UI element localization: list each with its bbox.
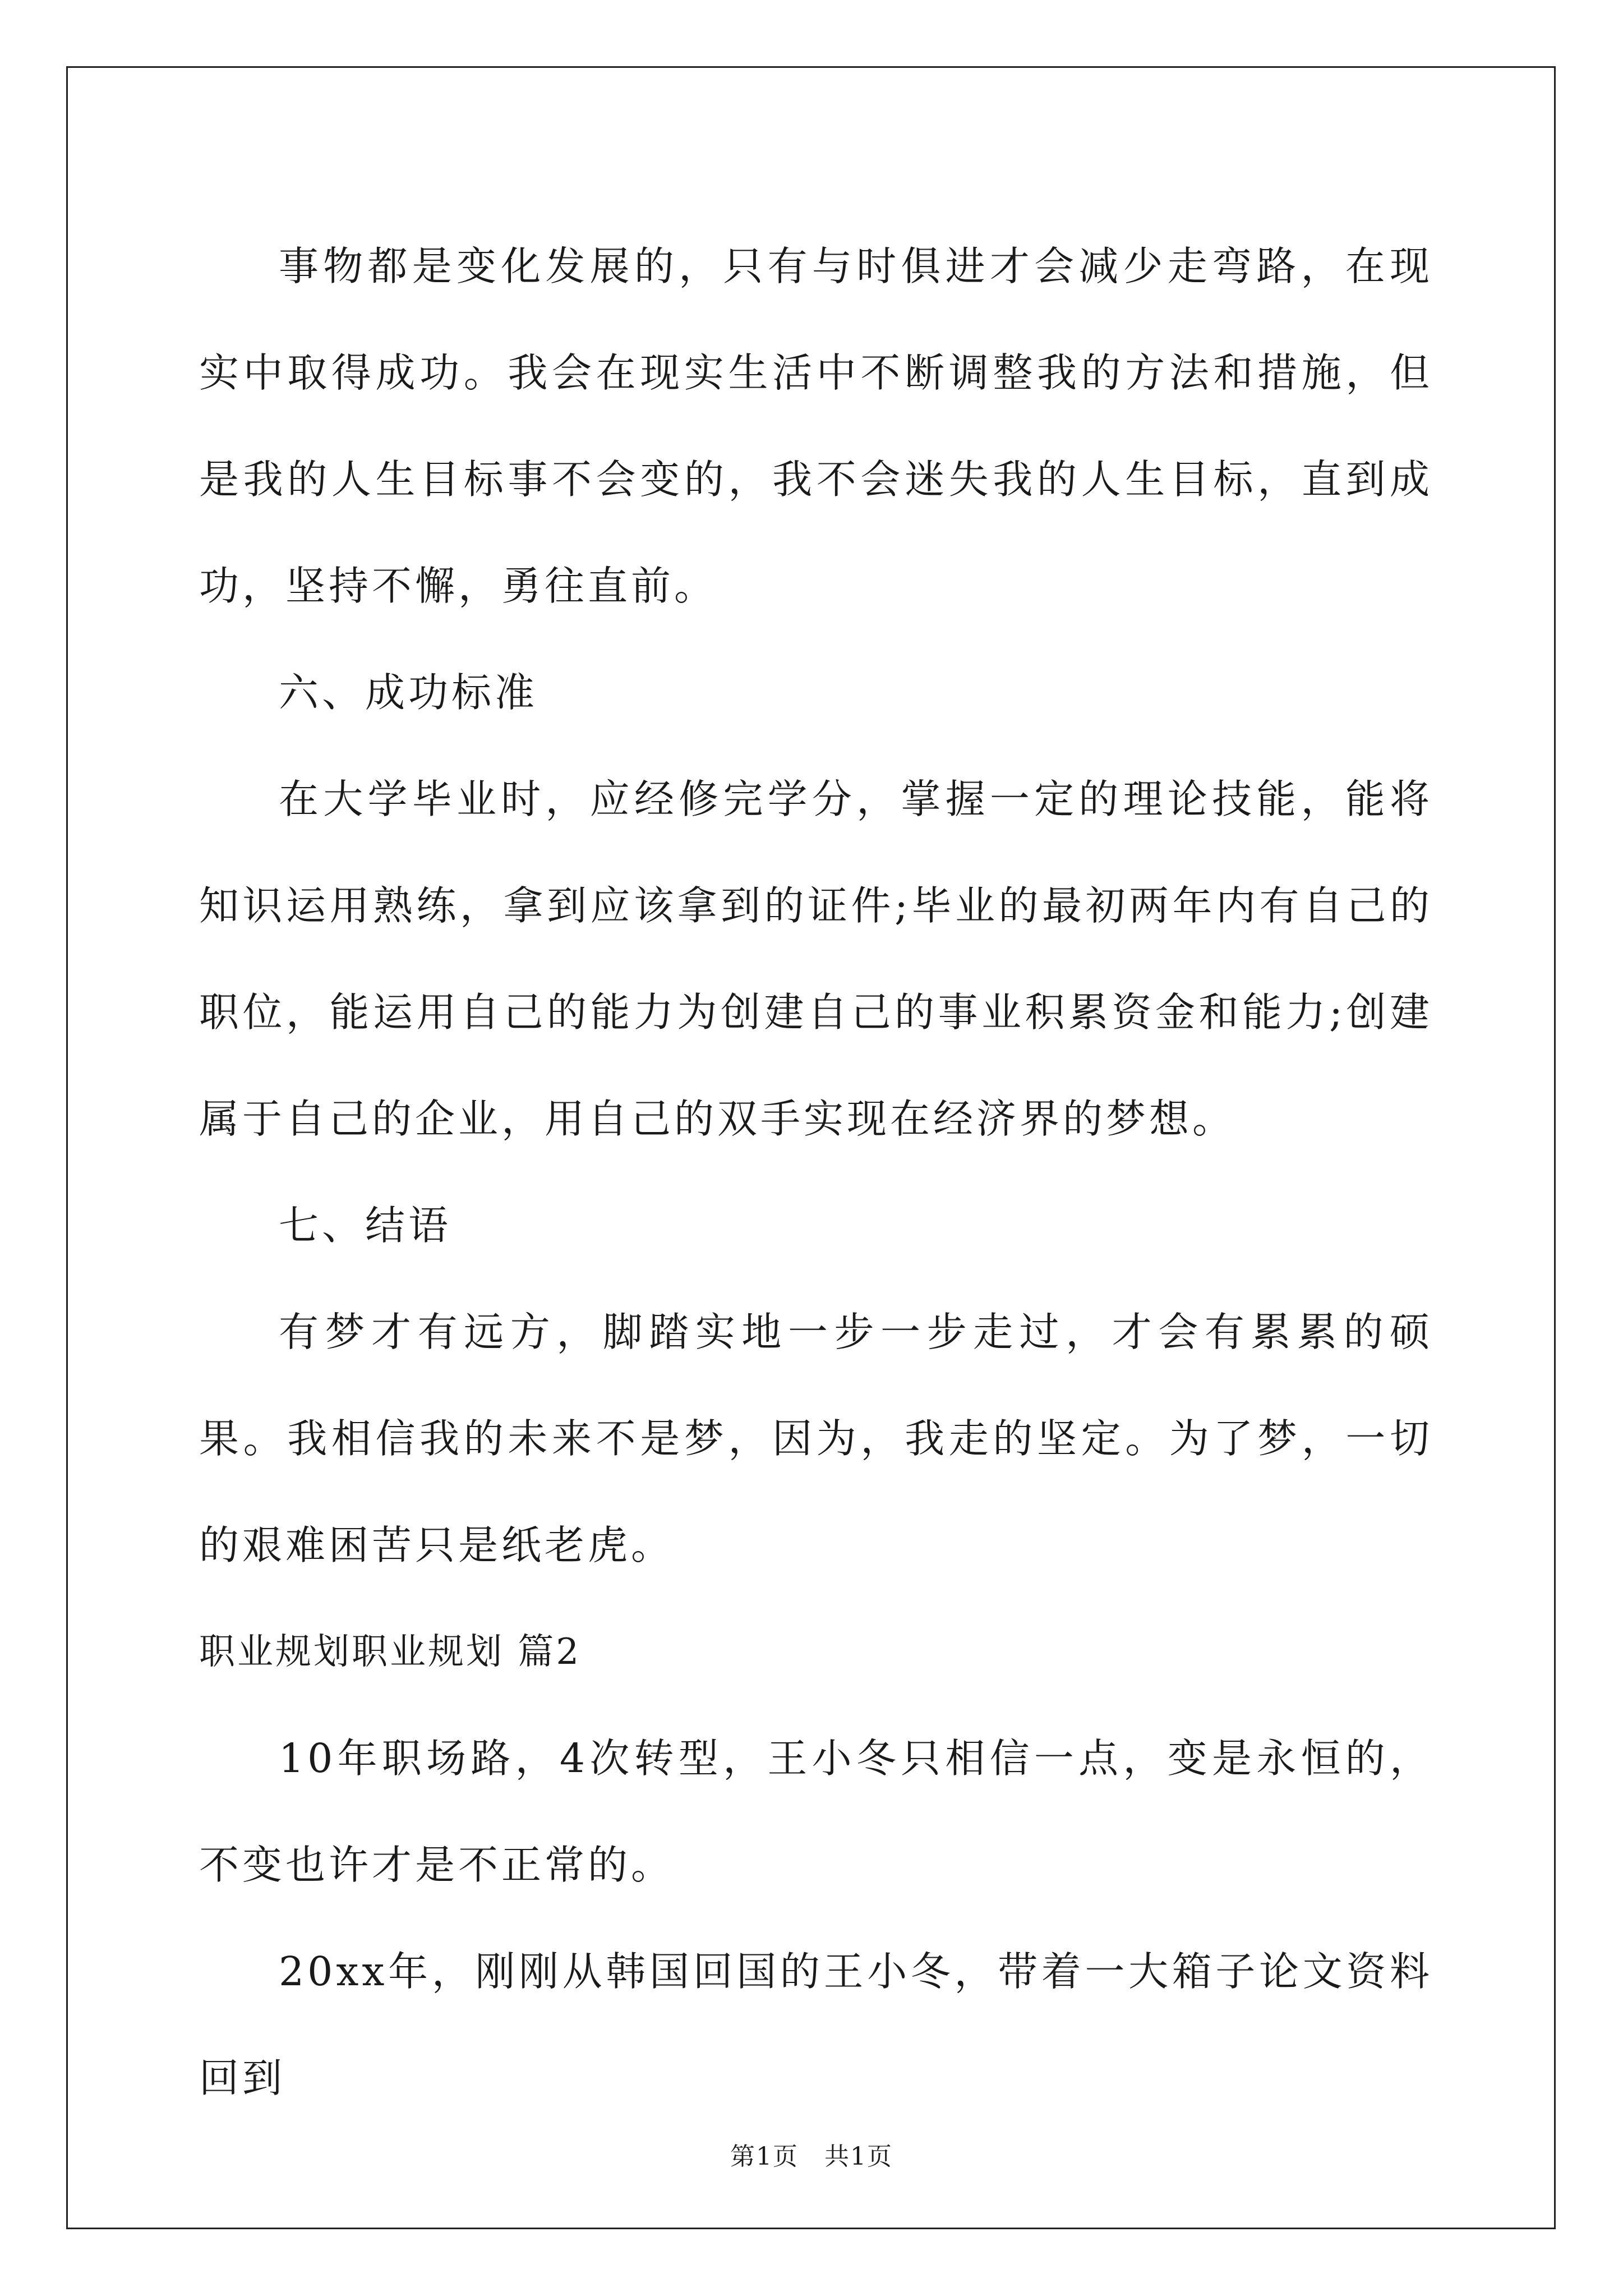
section-heading: 六、成功标准 bbox=[279, 669, 538, 716]
paragraph: 在大学毕业时，应经修完学分，掌握一定的理论技能，能将知识运用熟练，拿到应该拿到的证件;毕业的最初两年内有自己的职位，能运用自己的能力为创建自己的事业积累资金和能力;创建属于自己的企业，用自己的双手实现在经济界的梦想。 bbox=[199, 776, 1433, 1142]
paragraph: 事物都是变化发展的，只有与时俱进才会减少走弯路，在现实中取得成功。我会在现实生活中不断调整我的方法和措施，但是我的人生目标事不会变的，我不会迷失我的人生目标，直到成功，坚持不懈，勇往直前。 bbox=[199, 243, 1433, 609]
paragraph: 有梦才有远方，脚踏实地一步一步走过，才会有累累的硕果。我相信我的未来不是梦，因为，我走的坚定。为了梦，一切的艰难困苦只是纸老虎。 bbox=[199, 1309, 1433, 1568]
document-body bbox=[199, 213, 1433, 2132]
article-title: 职业规划职业规划 篇2 bbox=[199, 1631, 582, 1673]
paragraph: 10年职场路，4次转型，王小冬只相信一点，变是永恒的，不变也许才是不正常的。 bbox=[199, 1735, 1433, 1888]
paragraph: 20xx年，刚刚从韩国回国的王小冬，带着一大箱子论文资料回到 bbox=[199, 1948, 1433, 2101]
section-heading: 七、结语 bbox=[279, 1202, 452, 1249]
page-footer: 第1页 共1页 bbox=[730, 2142, 893, 2171]
